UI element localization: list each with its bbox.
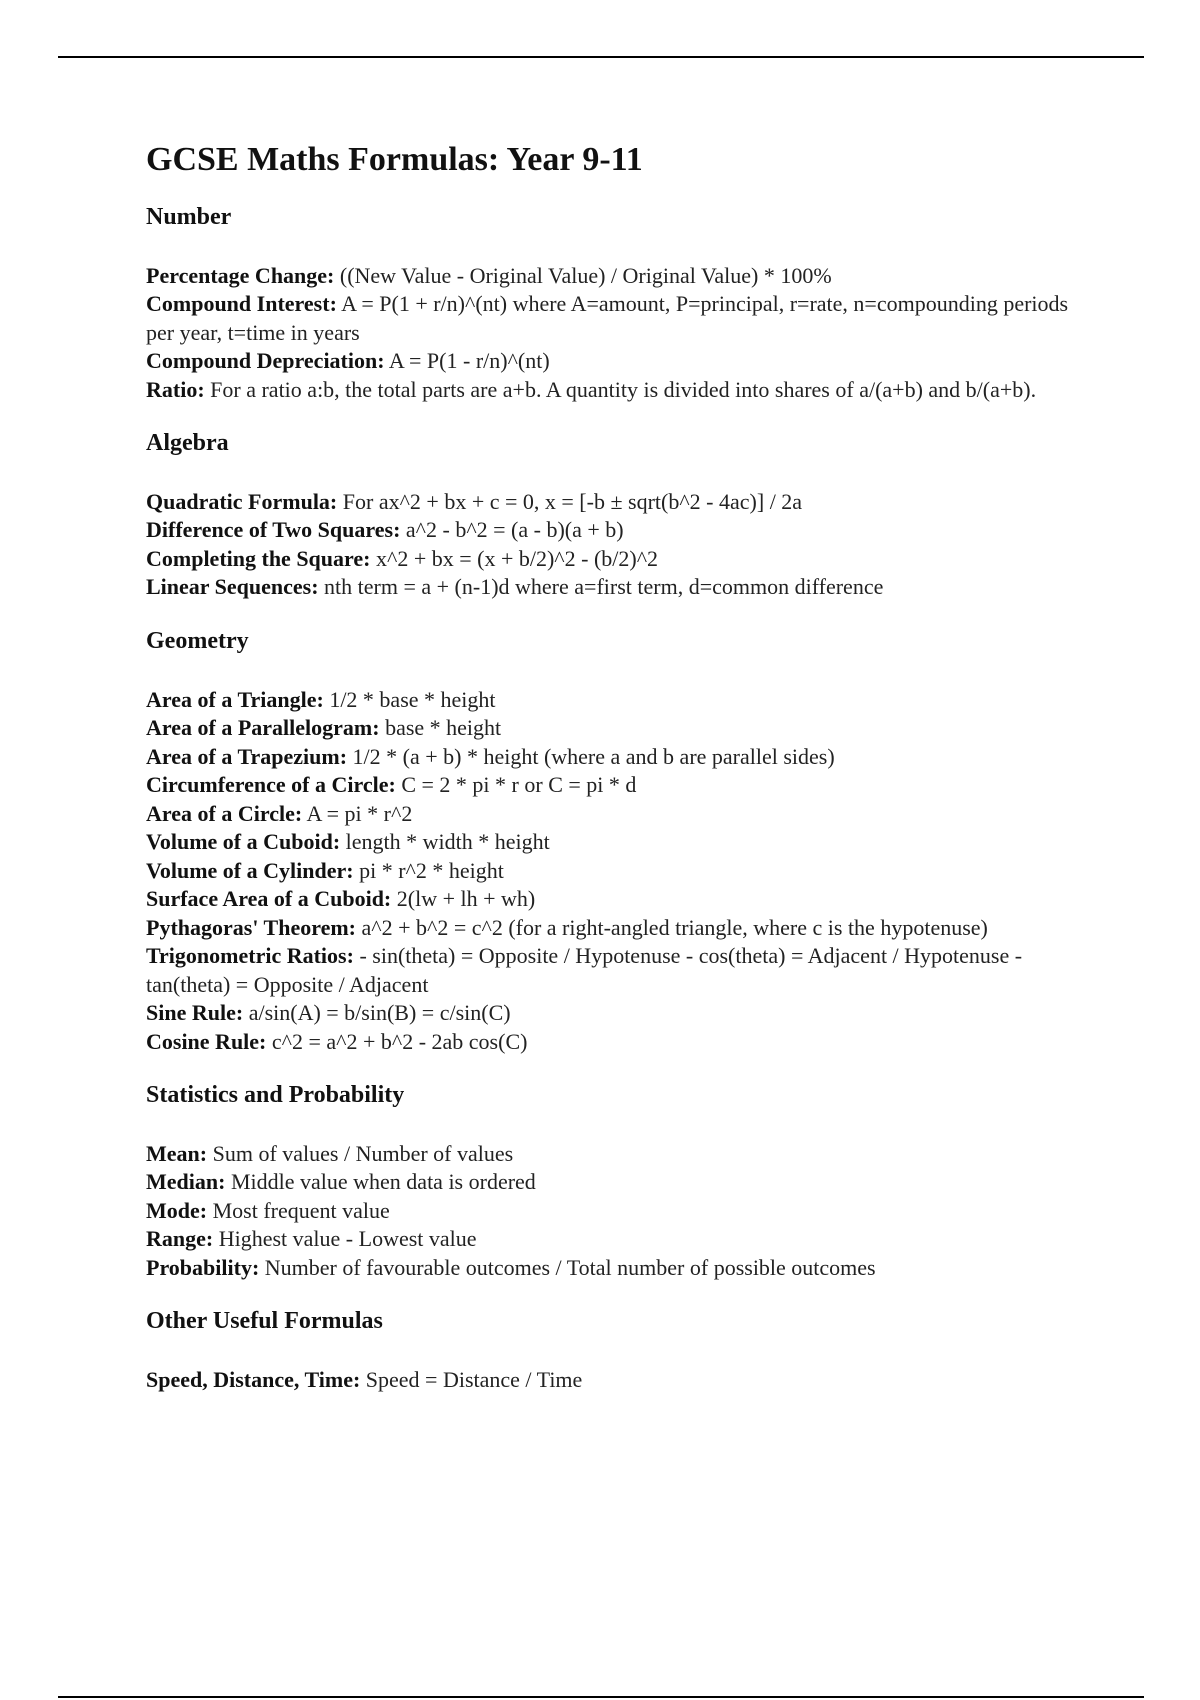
formula-term: Speed, Distance, Time: — [146, 1367, 361, 1393]
section-heading: Other Useful Formulas — [146, 1308, 383, 1335]
formula-term: Median: — [146, 1169, 226, 1195]
formula-text: A = P(1 + r/n)^(nt) where A=amount, P=principal, r=rate, n=compounding periods per year, t=time in years — [146, 291, 1069, 345]
formula-term: Area of a Circle: — [146, 800, 303, 826]
formula-item — [146, 942, 1096, 999]
formula-item — [146, 999, 1096, 1028]
formula-text: Most frequent value — [207, 1197, 390, 1223]
formula-text: Speed = Distance / Time — [360, 1367, 583, 1393]
formula-term: Ratio: — [146, 376, 205, 402]
document-title: GCSE Maths Formulas: Year 9-11 — [146, 141, 643, 178]
formula-text: a^2 - b^2 = (a - b)(a + b) — [400, 517, 624, 543]
formula-term: Completing the Square: — [146, 545, 371, 571]
formula-text: a/sin(A) = b/sin(B) = c/sin(C) — [243, 1000, 511, 1026]
formula-term: Area of a Trapezium: — [146, 743, 348, 769]
formula-term: Surface Area of a Cuboid: — [146, 886, 392, 912]
formula-term: Quadratic Formula: — [146, 488, 338, 514]
formula-term: Volume of a Cuboid: — [146, 829, 341, 855]
formula-term: Linear Sequences: — [146, 574, 319, 600]
section-heading: Number — [146, 203, 232, 230]
section-heading: Statistics and Probability — [146, 1082, 405, 1109]
formula-text: For ax^2 + bx + c = 0, x = [-b ± sqrt(b^2 - 4ac)] / 2a — [337, 488, 803, 514]
formula-text: x^2 + bx = (x + b/2)^2 - (b/2)^2 — [370, 545, 659, 571]
formula-term: Area of a Parallelogram: — [146, 715, 380, 741]
formula-item — [146, 914, 1096, 943]
formula-item — [146, 545, 1096, 574]
formula-text: C = 2 * pi * r or C = pi * d — [395, 772, 637, 798]
formula-item — [146, 1197, 1096, 1226]
formula-term: Mean: — [146, 1140, 208, 1166]
section-heading: Geometry — [146, 627, 249, 654]
formula-item — [146, 743, 1096, 772]
document-body — [146, 140, 1096, 1420]
section-algebra — [146, 429, 1096, 602]
formula-term: Range: — [146, 1226, 214, 1252]
section-geometry — [146, 627, 1096, 1056]
bottom-rule — [58, 1696, 1144, 1698]
formula-item — [146, 1254, 1096, 1283]
formula-text: nth term = a + (n-1)d where a=first term, d=common difference — [318, 574, 884, 600]
formula-item — [146, 1366, 1096, 1395]
formula-term: Sine Rule: — [146, 1000, 244, 1026]
formula-term: Percentage Change: — [146, 262, 335, 288]
formula-term: Circumference of a Circle: — [146, 772, 396, 798]
formula-text: a^2 + b^2 = c^2 (for a right-angled triangle, where c is the hypotenuse) — [356, 914, 988, 940]
formula-item — [146, 857, 1096, 886]
formula-term: Cosine Rule: — [146, 1028, 267, 1054]
formula-term: Compound Depreciation: — [146, 348, 385, 374]
formula-term: Difference of Two Squares: — [146, 517, 401, 543]
formula-text: For a ratio a:b, the total parts are a+b. A quantity is divided into shares of a/(a+b) and b/(a+b). — [204, 376, 1037, 402]
formula-text: 1/2 * (a + b) * height (where a and b are parallel sides) — [347, 743, 835, 769]
sections-container — [146, 203, 1096, 1395]
formula-item — [146, 376, 1096, 405]
formula-text: Middle value when data is ordered — [225, 1169, 536, 1195]
formula-item — [146, 347, 1096, 376]
formula-text: c^2 = a^2 + b^2 - 2ab cos(C) — [266, 1028, 528, 1054]
formula-term: Pythagoras' Theorem: — [146, 914, 356, 940]
top-rule — [58, 56, 1144, 58]
formula-item — [146, 686, 1096, 715]
formula-text: Number of favourable outcomes / Total number of possible outcomes — [259, 1254, 876, 1280]
formula-item — [146, 488, 1096, 517]
formula-item — [146, 1225, 1096, 1254]
section-statistics-and-probability — [146, 1081, 1096, 1282]
section-heading: Algebra — [146, 430, 229, 457]
formula-item — [146, 290, 1096, 347]
formula-item — [146, 828, 1096, 857]
formula-text: pi * r^2 * height — [353, 857, 504, 883]
formula-item — [146, 516, 1096, 545]
formula-text: ((New Value - Original Value) / Original Value) * 100% — [334, 262, 832, 288]
formula-text: base * height — [379, 715, 502, 741]
formula-text: 1/2 * base * height — [323, 686, 496, 712]
formula-term: Trigonometric Ratios: — [146, 943, 354, 969]
formula-term: Probability: — [146, 1254, 260, 1280]
formula-item — [146, 714, 1096, 743]
formula-text: - sin(theta) = Opposite / Hypotenuse - cos(theta) = Adjacent / Hypotenuse - tan(theta) = Opposite / Adjacent — [146, 943, 1023, 997]
formula-item — [146, 262, 1096, 291]
formula-item — [146, 1168, 1096, 1197]
formula-term: Compound Interest: — [146, 291, 337, 317]
formula-item — [146, 771, 1096, 800]
formula-item — [146, 1028, 1096, 1057]
formula-term: Area of a Triangle: — [146, 686, 324, 712]
formula-text: A = pi * r^2 — [302, 800, 413, 826]
formula-text: A = P(1 - r/n)^(nt) — [384, 348, 550, 374]
formula-text: Highest value - Lowest value — [213, 1226, 477, 1252]
formula-term: Volume of a Cylinder: — [146, 857, 354, 883]
section-number — [146, 203, 1096, 404]
formula-item — [146, 885, 1096, 914]
formula-term: Mode: — [146, 1197, 208, 1223]
section-other-useful-formulas — [146, 1307, 1096, 1394]
formula-text: Sum of values / Number of values — [207, 1140, 514, 1166]
formula-item — [146, 573, 1096, 602]
formula-item — [146, 1140, 1096, 1169]
formula-item — [146, 800, 1096, 829]
formula-text: 2(lw + lh + wh) — [391, 886, 536, 912]
formula-text: length * width * height — [340, 829, 550, 855]
